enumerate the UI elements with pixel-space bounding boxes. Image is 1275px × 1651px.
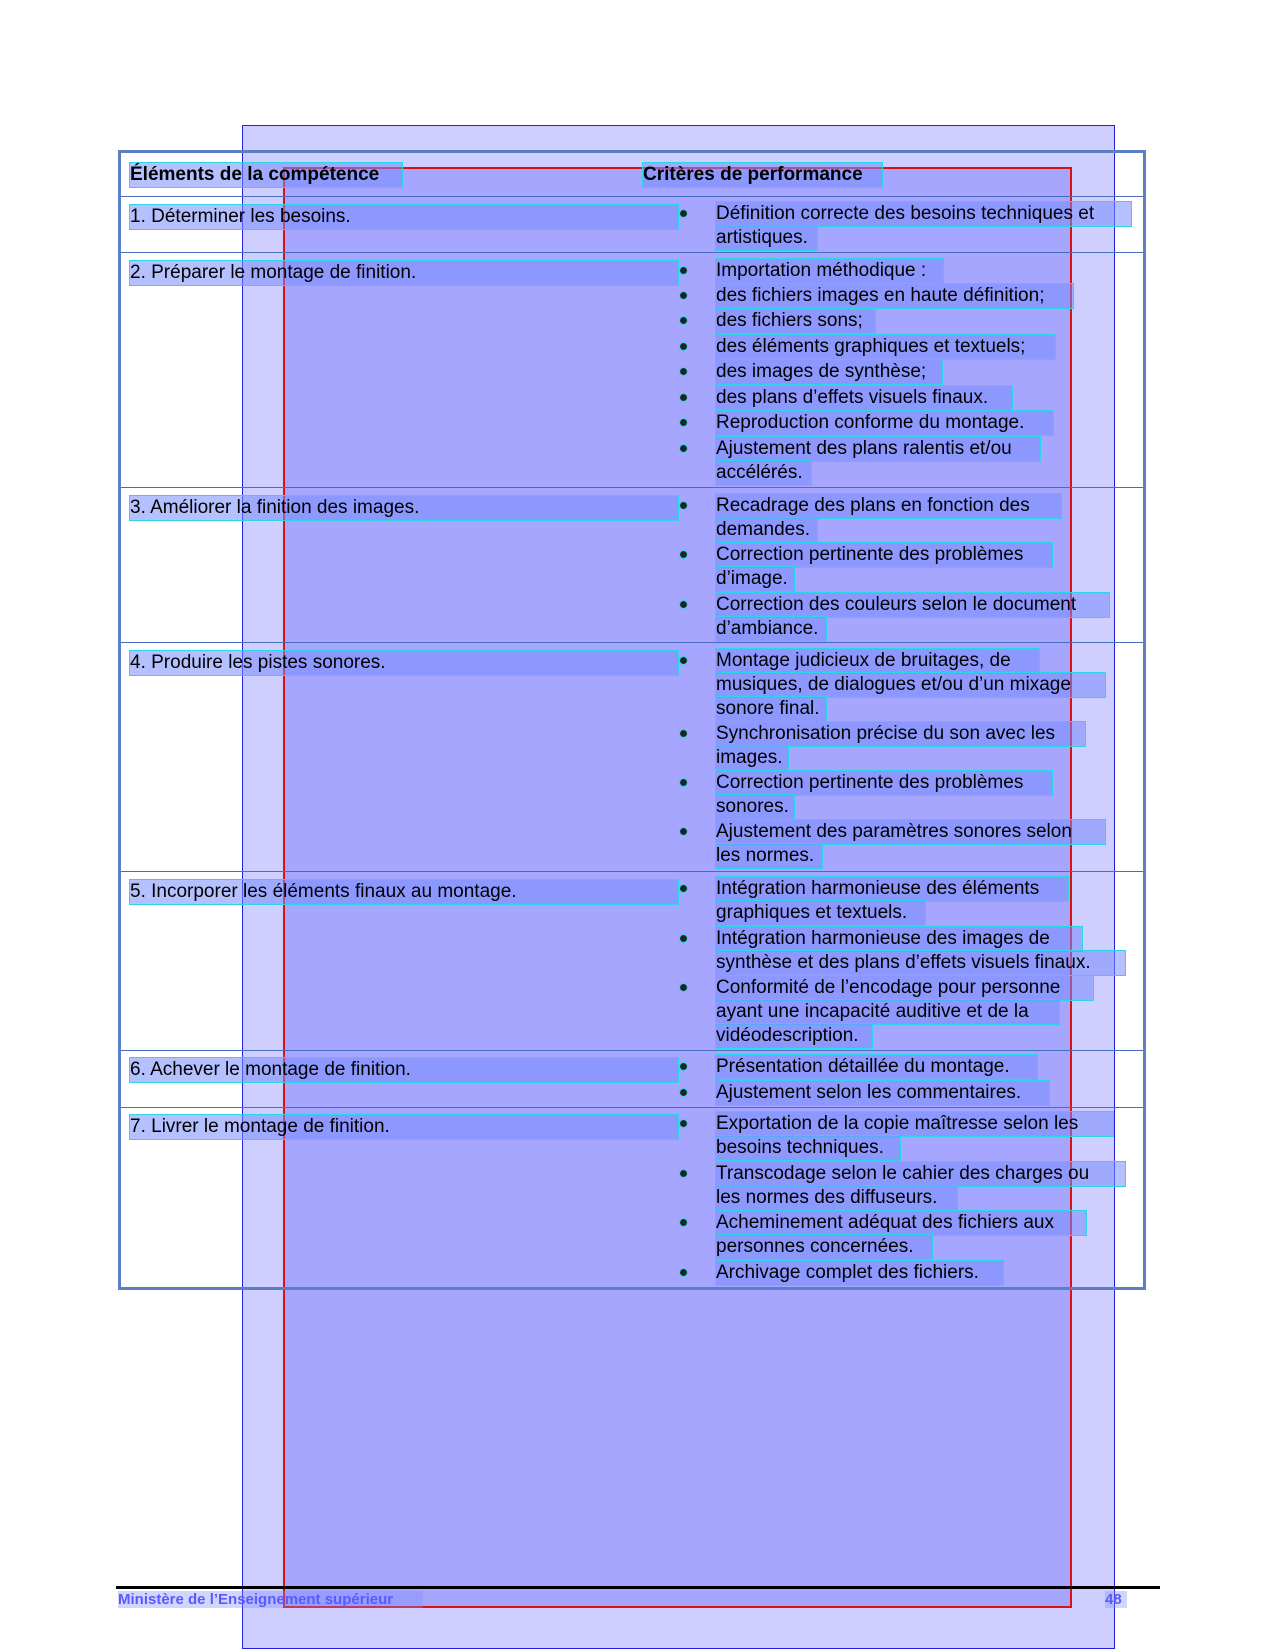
criterion: Montage judicieux de bruitages, de xyxy=(716,649,1039,673)
bullet-icon xyxy=(680,1219,687,1226)
criterion: sonores. xyxy=(716,795,794,819)
criterion: Correction pertinente des problèmes xyxy=(716,543,1052,567)
criterion: des fichiers images en haute définition; xyxy=(716,284,1073,308)
criterion: les normes. xyxy=(716,844,822,868)
criterion: Archivage complet des fichiers. xyxy=(716,1261,1003,1285)
criterion: Synchronisation précise du son avec les xyxy=(716,722,1085,746)
criterion: Intégration harmonieuse des images de xyxy=(716,927,1082,951)
criterion: Conformité de l’encodage pour personne xyxy=(716,976,1093,1000)
bullet-icon xyxy=(680,657,687,664)
criterion: Transcodage selon le cahier des charges ou xyxy=(716,1162,1125,1186)
criterion: des éléments graphiques et textuels; xyxy=(716,335,1055,359)
header-elements: Éléments de la compétence xyxy=(130,163,402,187)
criterion: Ajustement des paramètres sonores selon xyxy=(716,820,1105,844)
bullet-icon xyxy=(680,210,687,217)
element-2: 2. Préparer le montage de finition. xyxy=(130,261,678,285)
bullet-icon xyxy=(680,1063,687,1070)
table-divider xyxy=(121,487,1143,488)
bullet-icon xyxy=(680,885,687,892)
criterion: demandes. xyxy=(716,518,817,542)
criterion: Importation méthodique : xyxy=(716,259,943,283)
bullet-icon xyxy=(680,502,687,509)
header-criteria: Critères de performance xyxy=(643,163,882,187)
criterion: des images de synthèse; xyxy=(716,360,942,384)
criterion: les normes des diffuseurs. xyxy=(716,1186,957,1210)
bullet-icon xyxy=(680,1269,687,1276)
footer-rule xyxy=(116,1586,1160,1589)
criterion: Présentation détaillée du montage. xyxy=(716,1055,1037,1079)
criterion: Exportation de la copie maîtresse selon les xyxy=(716,1112,1113,1136)
criterion: d’image. xyxy=(716,567,794,591)
table-divider xyxy=(121,642,1143,643)
table-divider xyxy=(121,1050,1143,1051)
criterion: personnes concernées. xyxy=(716,1235,932,1259)
criterion: vidéodescription. xyxy=(716,1024,872,1048)
table-divider xyxy=(121,196,1143,197)
element-3: 3. Améliorer la finition des images. xyxy=(130,496,678,520)
criterion: images. xyxy=(716,746,788,770)
bullet-icon xyxy=(680,1089,687,1096)
criterion: accélérés. xyxy=(716,461,811,485)
bullet-icon xyxy=(680,779,687,786)
element-7: 7. Livrer le montage de finition. xyxy=(130,1115,678,1139)
bullet-icon xyxy=(680,1170,687,1177)
criterion: besoins techniques. xyxy=(716,1136,900,1160)
criterion: des plans d’effets visuels finaux. xyxy=(716,386,1012,410)
bullet-icon xyxy=(680,292,687,299)
footer-ministry: Ministère de l’Enseignement supérieur xyxy=(118,1591,423,1608)
criterion: artistiques. xyxy=(716,226,817,250)
page-number: 48 xyxy=(1105,1591,1127,1608)
bullet-icon xyxy=(680,267,687,274)
criterion: Ajustement selon les commentaires. xyxy=(716,1081,1049,1105)
criterion: musiques, de dialogues et/ou d’un mixage xyxy=(716,673,1105,697)
element-5: 5. Incorporer les éléments finaux au montage. xyxy=(130,880,678,904)
bullet-icon xyxy=(680,343,687,350)
bullet-icon xyxy=(680,935,687,942)
table-divider xyxy=(121,252,1143,253)
criterion: Ajustement des plans ralentis et/ou xyxy=(716,437,1040,461)
criterion: Reproduction conforme du montage. xyxy=(716,411,1053,435)
bullet-icon xyxy=(680,1120,687,1127)
bullet-icon xyxy=(680,394,687,401)
criterion: Définition correcte des besoins techniques et xyxy=(716,202,1131,226)
bullet-icon xyxy=(680,368,687,375)
bullet-icon xyxy=(680,317,687,324)
bullet-icon xyxy=(680,828,687,835)
criterion: Acheminement adéquat des fichiers aux xyxy=(716,1211,1086,1235)
criterion: ayant une incapacité auditive et de la xyxy=(716,1000,1059,1024)
bullet-icon xyxy=(680,445,687,452)
bullet-icon xyxy=(680,419,687,426)
criterion: Correction des couleurs selon le document xyxy=(716,593,1109,617)
criterion: des fichiers sons; xyxy=(716,309,875,333)
element-4: 4. Produire les pistes sonores. xyxy=(130,651,678,675)
bullet-icon xyxy=(680,984,687,991)
criterion: Correction pertinente des problèmes xyxy=(716,771,1052,795)
element-6: 6. Achever le montage de finition. xyxy=(130,1058,678,1082)
criterion: synthèse et des plans d’effets visuels finaux. xyxy=(716,951,1125,975)
bullet-icon xyxy=(680,551,687,558)
criterion: Intégration harmonieuse des éléments xyxy=(716,877,1068,901)
bullet-icon xyxy=(680,730,687,737)
bullet-icon xyxy=(680,601,687,608)
element-1: 1. Déterminer les besoins. xyxy=(130,205,678,229)
table-divider xyxy=(121,1107,1143,1108)
table-divider xyxy=(121,871,1143,872)
criterion: sonore final. xyxy=(716,697,826,721)
criterion: d’ambiance. xyxy=(716,617,826,641)
criterion: graphiques et textuels. xyxy=(716,901,925,925)
criterion: Recadrage des plans en fonction des xyxy=(716,494,1061,518)
